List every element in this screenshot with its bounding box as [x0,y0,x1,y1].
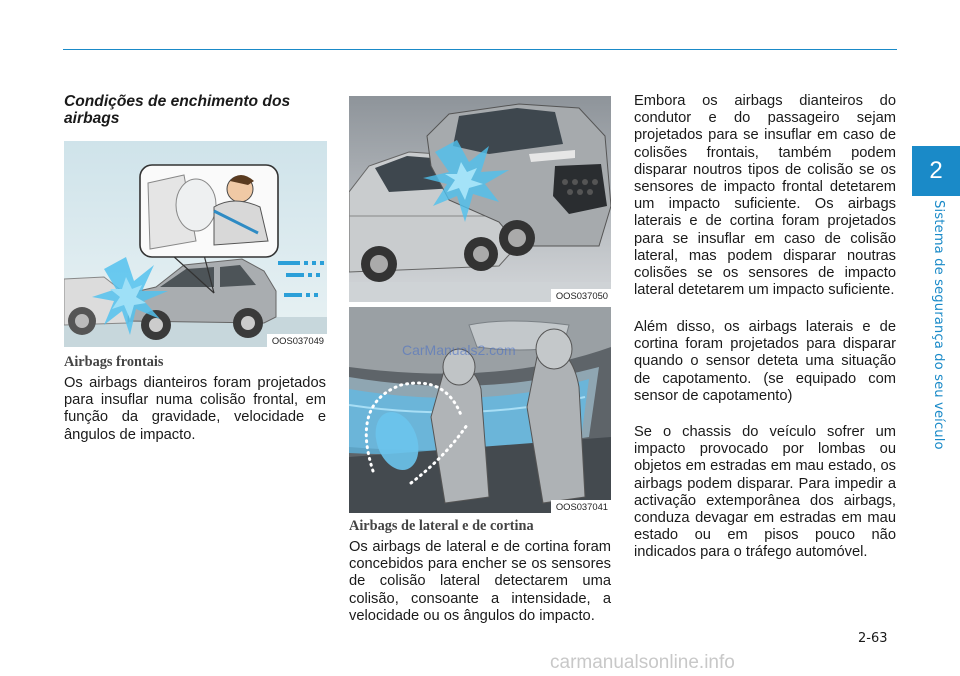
col3-paragraph-3: Se o chassis do veículo sofrer um impacto provocado por lombas ou objetos em estradas em mau estado, os airbags podem disparar. Para impedir a activação extemporânea dos airbags, conduza devagar em estradas em mau estado ou em pisos pouco não indicados para o tráfego automóvel. [634,424,896,561]
side-curtain-airbags-text: Os airbags de lateral e de cortina foram concebidos para encher se os sensores de colisão lateral detectarem uma colisão, consoante a intensidade, a velocidade ou os ângulos do impacto. [349,539,611,624]
subhead-frontal-airbags: Airbags frontais [64,354,164,370]
figure-curtain-airbag [349,307,611,513]
side-collision-illustration-icon [349,96,611,302]
figure-code: OOS037050 [551,289,611,302]
chapter-number: 2 [929,157,943,184]
col3-paragraph-1: Embora os airbags dianteiros do condutor e do passageiro sejam projetados para se insuflar em caso de colisões frontais, também podem disparar noutros tipos de colisão se os sensores de impacto frontal detetarem um impacto suficiente. Os airbags laterais e de cortina foram projetados para se insuflar em caso de colisão lateral, mas podem disparar noutras colisões se os sensores de impacto lateral detetarem um impacto suficiente. [634,93,896,299]
chapter-tab [912,146,960,196]
frontal-collision-illustration-icon [64,141,327,347]
chapter-side-title: Sistema de segurança do seu veículo [931,200,946,450]
figure-code: OOS037049 [267,334,327,347]
figure-code: OOS037041 [551,500,611,513]
curtain-airbag-illustration-icon [349,307,611,513]
section-title: Condições de enchimento dos airbags [64,93,291,127]
col3-paragraph-2: Além disso, os airbags laterais e de cortina foram projetados para disparar quando o sensor deteta uma situação de capotamento. (se equipado com sensor de capotamento) [634,319,896,404]
page-number: 2-63 [858,631,888,646]
watermark-bottom: carmanualsonline.info [550,652,735,673]
watermark-top: CarManuals2.com [402,342,516,358]
subhead-side-curtain-airbags: Airbags de lateral e de cortina [349,518,534,534]
figure-frontal-airbag [64,141,327,347]
figure-side-airbag [349,96,611,302]
header-rule [63,49,897,50]
frontal-airbags-text: Os airbags dianteiros foram projetados para insuflar numa colisão frontal, em função da gravidade, velocidade e ângulos de impacto. [64,375,326,443]
